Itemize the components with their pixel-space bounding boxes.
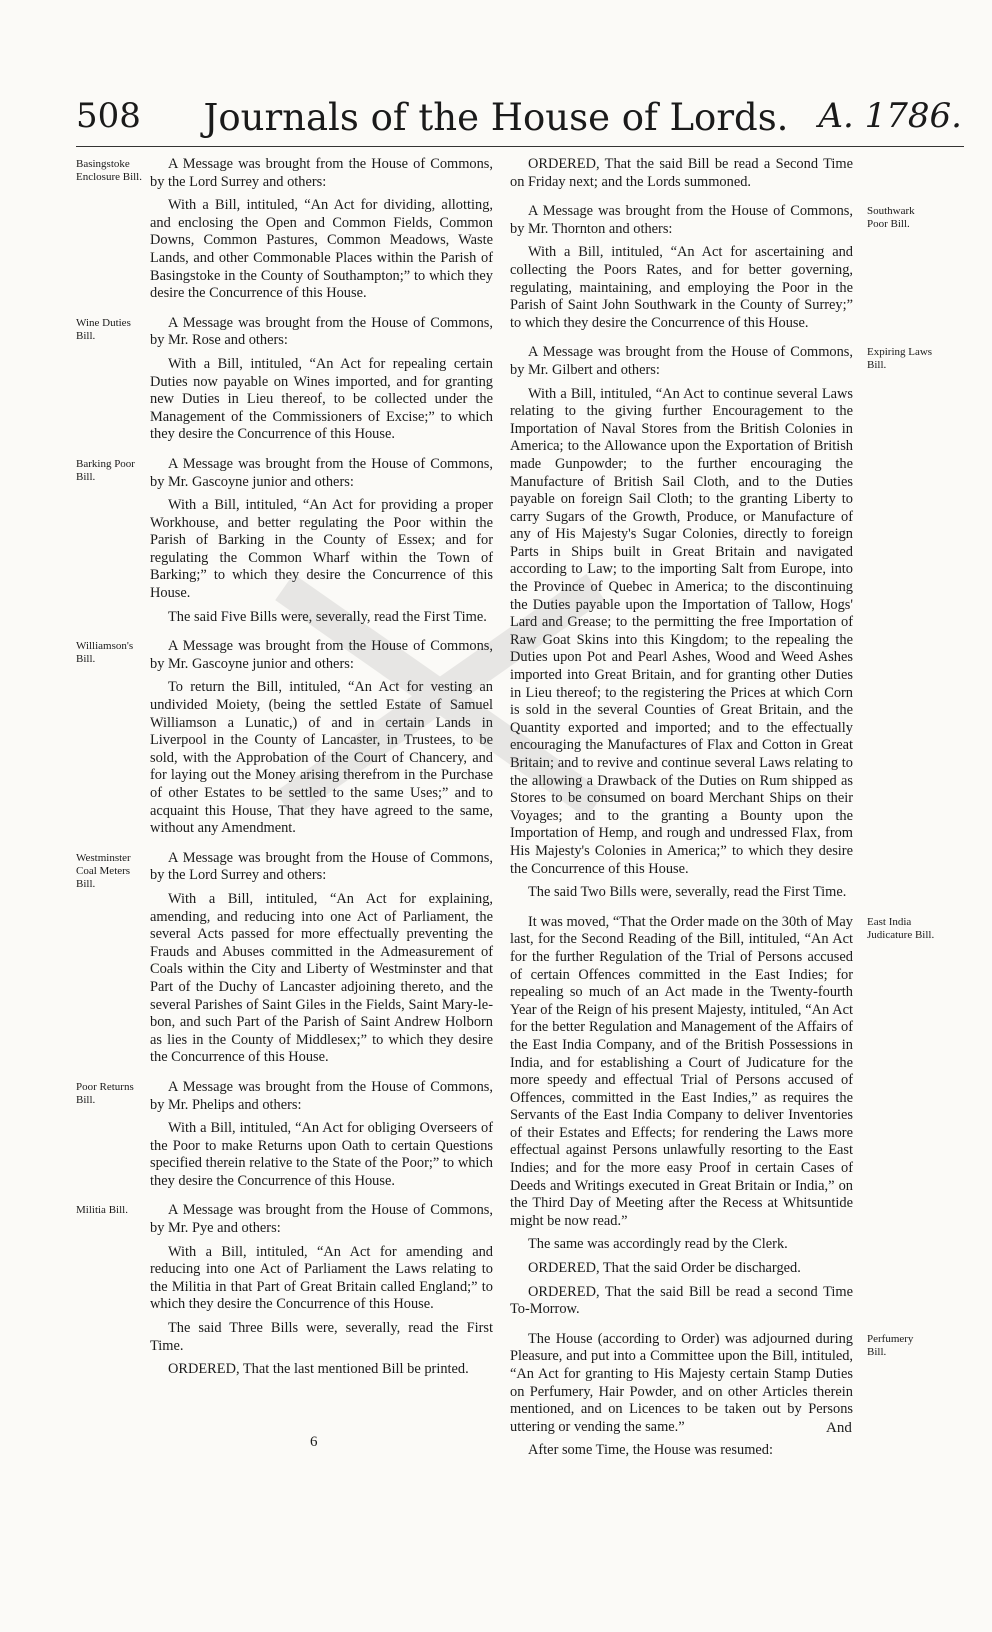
journal-entry	[76, 1078, 493, 1191]
journal-year: A. 1786.	[818, 96, 962, 136]
journal-entry	[510, 344, 933, 901]
right-column	[510, 156, 935, 1472]
entry-paragraph: It was moved, “That the Order made on the 30th of May last, for the Second Reading of the Bill, intituled, “An Act for the further Regulation of the Trial of Persons accused of certain Offences committed in the East Indies; for repealing so much of an Act made in the Twenty-fourth Year of the Reign of his present Majesty, intituled, “An Act for the better Regulation and Management of the Affairs of the East India Company, and of the British Possessions in India, and for establishing a Court of Judicature for the more speedy and effectual Trial of Persons accused of Offences, committed in the East Indies,” as requires the Servants of the East India Company to deliver Inventories of their Estates and Effects; for rendering the Laws more effectual against Persons unlawfully resorting to the East Indies; and for the more easy Proof in certain Cases of Deeds and Writings executed in Great Britain or India,” on the Third Day of Meeting after the Recess at Whitsuntide might be now read.”	[510, 913, 853, 1229]
journal-entry	[510, 203, 915, 332]
entry-paragraph: A Message was brought from the House of Commons, by Mr. Gascoyne junior and others:	[150, 638, 493, 672]
catchword: And	[826, 1420, 852, 1436]
margin-note: Perfumery Bill.	[867, 1332, 914, 1358]
margin-note: East India Judicature Bill.	[867, 915, 935, 941]
entry-paragraph: After some Time, the House was resumed:	[528, 1442, 774, 1459]
journal-title: Journals of the House of Lords.	[203, 96, 789, 139]
entry-paragraph: ORDERED, That the said Bill be read a second Time To-Morrow.	[510, 1283, 853, 1318]
entry-paragraph: With a Bill, intituled, “An Act for providing a proper Workhouse, and better regulating the Poor within the Parish of Barking in the County of Essex; and for regulating the Common Wharf within the Town of Barking;” to which they desire the Concurrence of this House.	[150, 497, 493, 602]
entry-paragraph: With a Bill, intituled, “An Act for explaining, amending, and reducing into one Act of Parliament, the several Acts passed for more effectually preventing the Frauds and Abuses committed in the Admeasurement of Coals within the City and Liberty of Westminster and that Part of the Duchy of Lancaster adjoining thereto, and the several Parishes of Saint Giles in the Fields, Saint Mary-le-bon, and such Part of the Parish of Saint Andrew Holborn as lies in the County of Middlesex;” to which they desire the Concurrence of this House.	[150, 890, 493, 1066]
margin-note: Westminster Coal Meters Bill.	[76, 851, 131, 890]
entry-paragraph: A Message was brought from the House of Commons, by Mr. Thornton and others:	[510, 203, 853, 237]
page-number: 508	[76, 96, 141, 136]
entry-paragraph: A Message was brought from the House of Commons, by Mr. Gilbert and others:	[510, 344, 853, 378]
entry-paragraph: The said Five Bills were, severally, read the First Time.	[168, 608, 487, 625]
entry-paragraph: A Message was brought from the House of Commons, by Mr. Pye and others:	[150, 1202, 493, 1237]
entry-paragraph: A Message was brought from the House of Commons, by the Lord Surrey and others:	[150, 156, 493, 190]
entry-paragraph: ORDERED, That the last mentioned Bill be printed.	[168, 1361, 469, 1378]
margin-note: Militia Bill.	[76, 1204, 128, 1217]
margin-note: Barking Poor Bill.	[76, 457, 135, 483]
journal-entry	[76, 455, 493, 626]
journal-entry	[510, 913, 935, 1319]
entry-paragraph: The House (according to Order) was adjourned during Pleasure, and put into a Committee upon the Bill, intituled, “An Act for granting to His Majesty certain Stamp Duties on Perfumery, Hair Powder, and on other Articles therein mentioned, and on Licences to be taken out by Persons uttering or vending the same.”	[510, 1330, 853, 1435]
entry-paragraph: A Message was brought from the House of Commons, by the Lord Surrey and others:	[150, 849, 493, 884]
entry-paragraph: With a Bill, intituled, “An Act for repealing certain Duties now payable on Wines imported, and for granting new Duties in Lieu thereof, to be collected under the Management of the Commissioners of Excise;” to which they desire the Concurrence of this House.	[150, 355, 493, 443]
entry-paragraph: To return the Bill, intituled, “An Act for vesting an undivided Moiety, (being the settled Estate of Samuel Williamson a Lunatic,) of and in certain Lands in Liverpool in the County of Lancaster, in Trustees, to be sold, with the Approbation of the Court of Chancery, and for laying out the Money arising therefrom in the Purchase of other Estates to be settled to the same Uses;” and to acquaint this House, That they have agreed to the same, without any Amendment.	[150, 679, 493, 837]
entry-paragraph: With a Bill, intituled, “An Act for amending and reducing into one Act of Parliament the Laws relating to the Militia in that Part of Great Britain called England;” to which they desire the Concurrence of this House.	[150, 1243, 493, 1313]
entry-paragraph: ORDERED, That the said Order be discharged.	[528, 1260, 801, 1277]
entry-paragraph: ORDERED, That the said Bill be read a Second Time on Friday next; and the Lords summoned.	[510, 156, 853, 190]
entry-paragraph: The said Three Bills were, severally, read the First Time.	[150, 1320, 493, 1354]
left-column	[76, 156, 493, 1391]
journal-entry	[76, 638, 493, 838]
journal-entry	[76, 314, 493, 444]
margin-note: Southwark Poor Bill.	[867, 205, 915, 231]
entry-paragraph: With a Bill, intituled, “An Act to continue several Laws relating to the giving further Encouragement to the Importation of Naval Stores from the British Colonies in America; to the Allowance upon the Exportation of British made Gunpowder; to the further encouraging the Manufacture of British Sail Cloth, and to the Duties payable on foreign Sail Cloth; to the granting Liberty to carry Sugars of the Growth, Produce, or Manufacture of any of His Majesty's Sugar Colonies, directly to foreign Parts in Ships built in Great Britain and navigated according to Law; to the importing Salt from Europe, into the Province of Quebec in America; to the discontinuing the Duties payable upon the Importation of Tallow, Hogs' Lard and Grease; to the permitting the free Importation of Raw Goat Skins into this Kingdom; to the repealing the Duties upon Pot and Pearl Ashes, Wood and Weed Ashes imported into Great Britain, and for granting other Duties in Lieu thereof; to the registering the Prices at which Corn is sold in the several Counties of Great Britain, and the Quantity exported and imported; and to the effectually encouraging the Manufactures of Flax and Cotton in Great Britain; and to revive and continue several Laws relating to the allowing a Drawback of the Duties on Rum shipped as Stores to be consumed on board Merchant Ships on their Voyages; and to the granting a Bounty upon the Importation of Hemp, and rough and undressed Flax, from His Majesty's Colonies in America;” to which they desire the Concurrence of this House.	[510, 385, 853, 877]
entry-paragraph: With a Bill, intituled, “An Act for ascertaining and collecting the Poors Rates, and for better governing, regulating, maintaining, and employing the Poor in the Parish of Saint John Southwark in the County of Surrey;” to which they desire the Concurrence of this House.	[510, 244, 853, 331]
journal-entry	[510, 1330, 914, 1460]
signature-mark: 6	[310, 1434, 318, 1450]
margin-note: Expiring Laws Bill.	[867, 346, 933, 372]
journal-entry	[76, 1202, 493, 1378]
journal-entry	[510, 156, 853, 191]
entry-paragraph: With a Bill, intituled, “An Act for obliging Overseers of the Poor to make Returns upon Oath to certain Questions specified therein relative to the State of the Poor;” to which they desire the Concurrence of this House.	[150, 1120, 493, 1189]
header-rule	[76, 146, 964, 147]
entry-paragraph: A Message was brought from the House of Commons, by Mr. Rose and others:	[150, 314, 493, 349]
journal-entry	[76, 156, 493, 303]
journal-entry	[76, 849, 493, 1067]
margin-note: Wine Duties Bill.	[76, 316, 131, 342]
entry-paragraph: A Message was brought from the House of Commons, by Mr. Gascoyne junior and others:	[150, 455, 493, 490]
page-header	[0, 96, 992, 156]
entry-paragraph: A Message was brought from the House of Commons, by Mr. Phelips and others:	[150, 1078, 493, 1113]
entry-paragraph: With a Bill, intituled, “An Act for dividing, allotting, and enclosing the Open and Common Fields, Common Downs, Common Pastures, Common Meadows, Waste Lands, and other Commonable Places within the Parish of Basingstoke in the County of Southampton;” to which they desire the Concurrence of this House.	[150, 197, 493, 302]
entry-paragraph: The said Two Bills were, severally, read the First Time.	[528, 884, 847, 901]
margin-note: Basingstoke Enclosure Bill.	[76, 158, 142, 183]
margin-note: Williamson's Bill.	[76, 640, 134, 666]
margin-note: Poor Returns Bill.	[76, 1080, 134, 1106]
entry-paragraph: The same was accordingly read by the Clerk.	[528, 1236, 788, 1253]
